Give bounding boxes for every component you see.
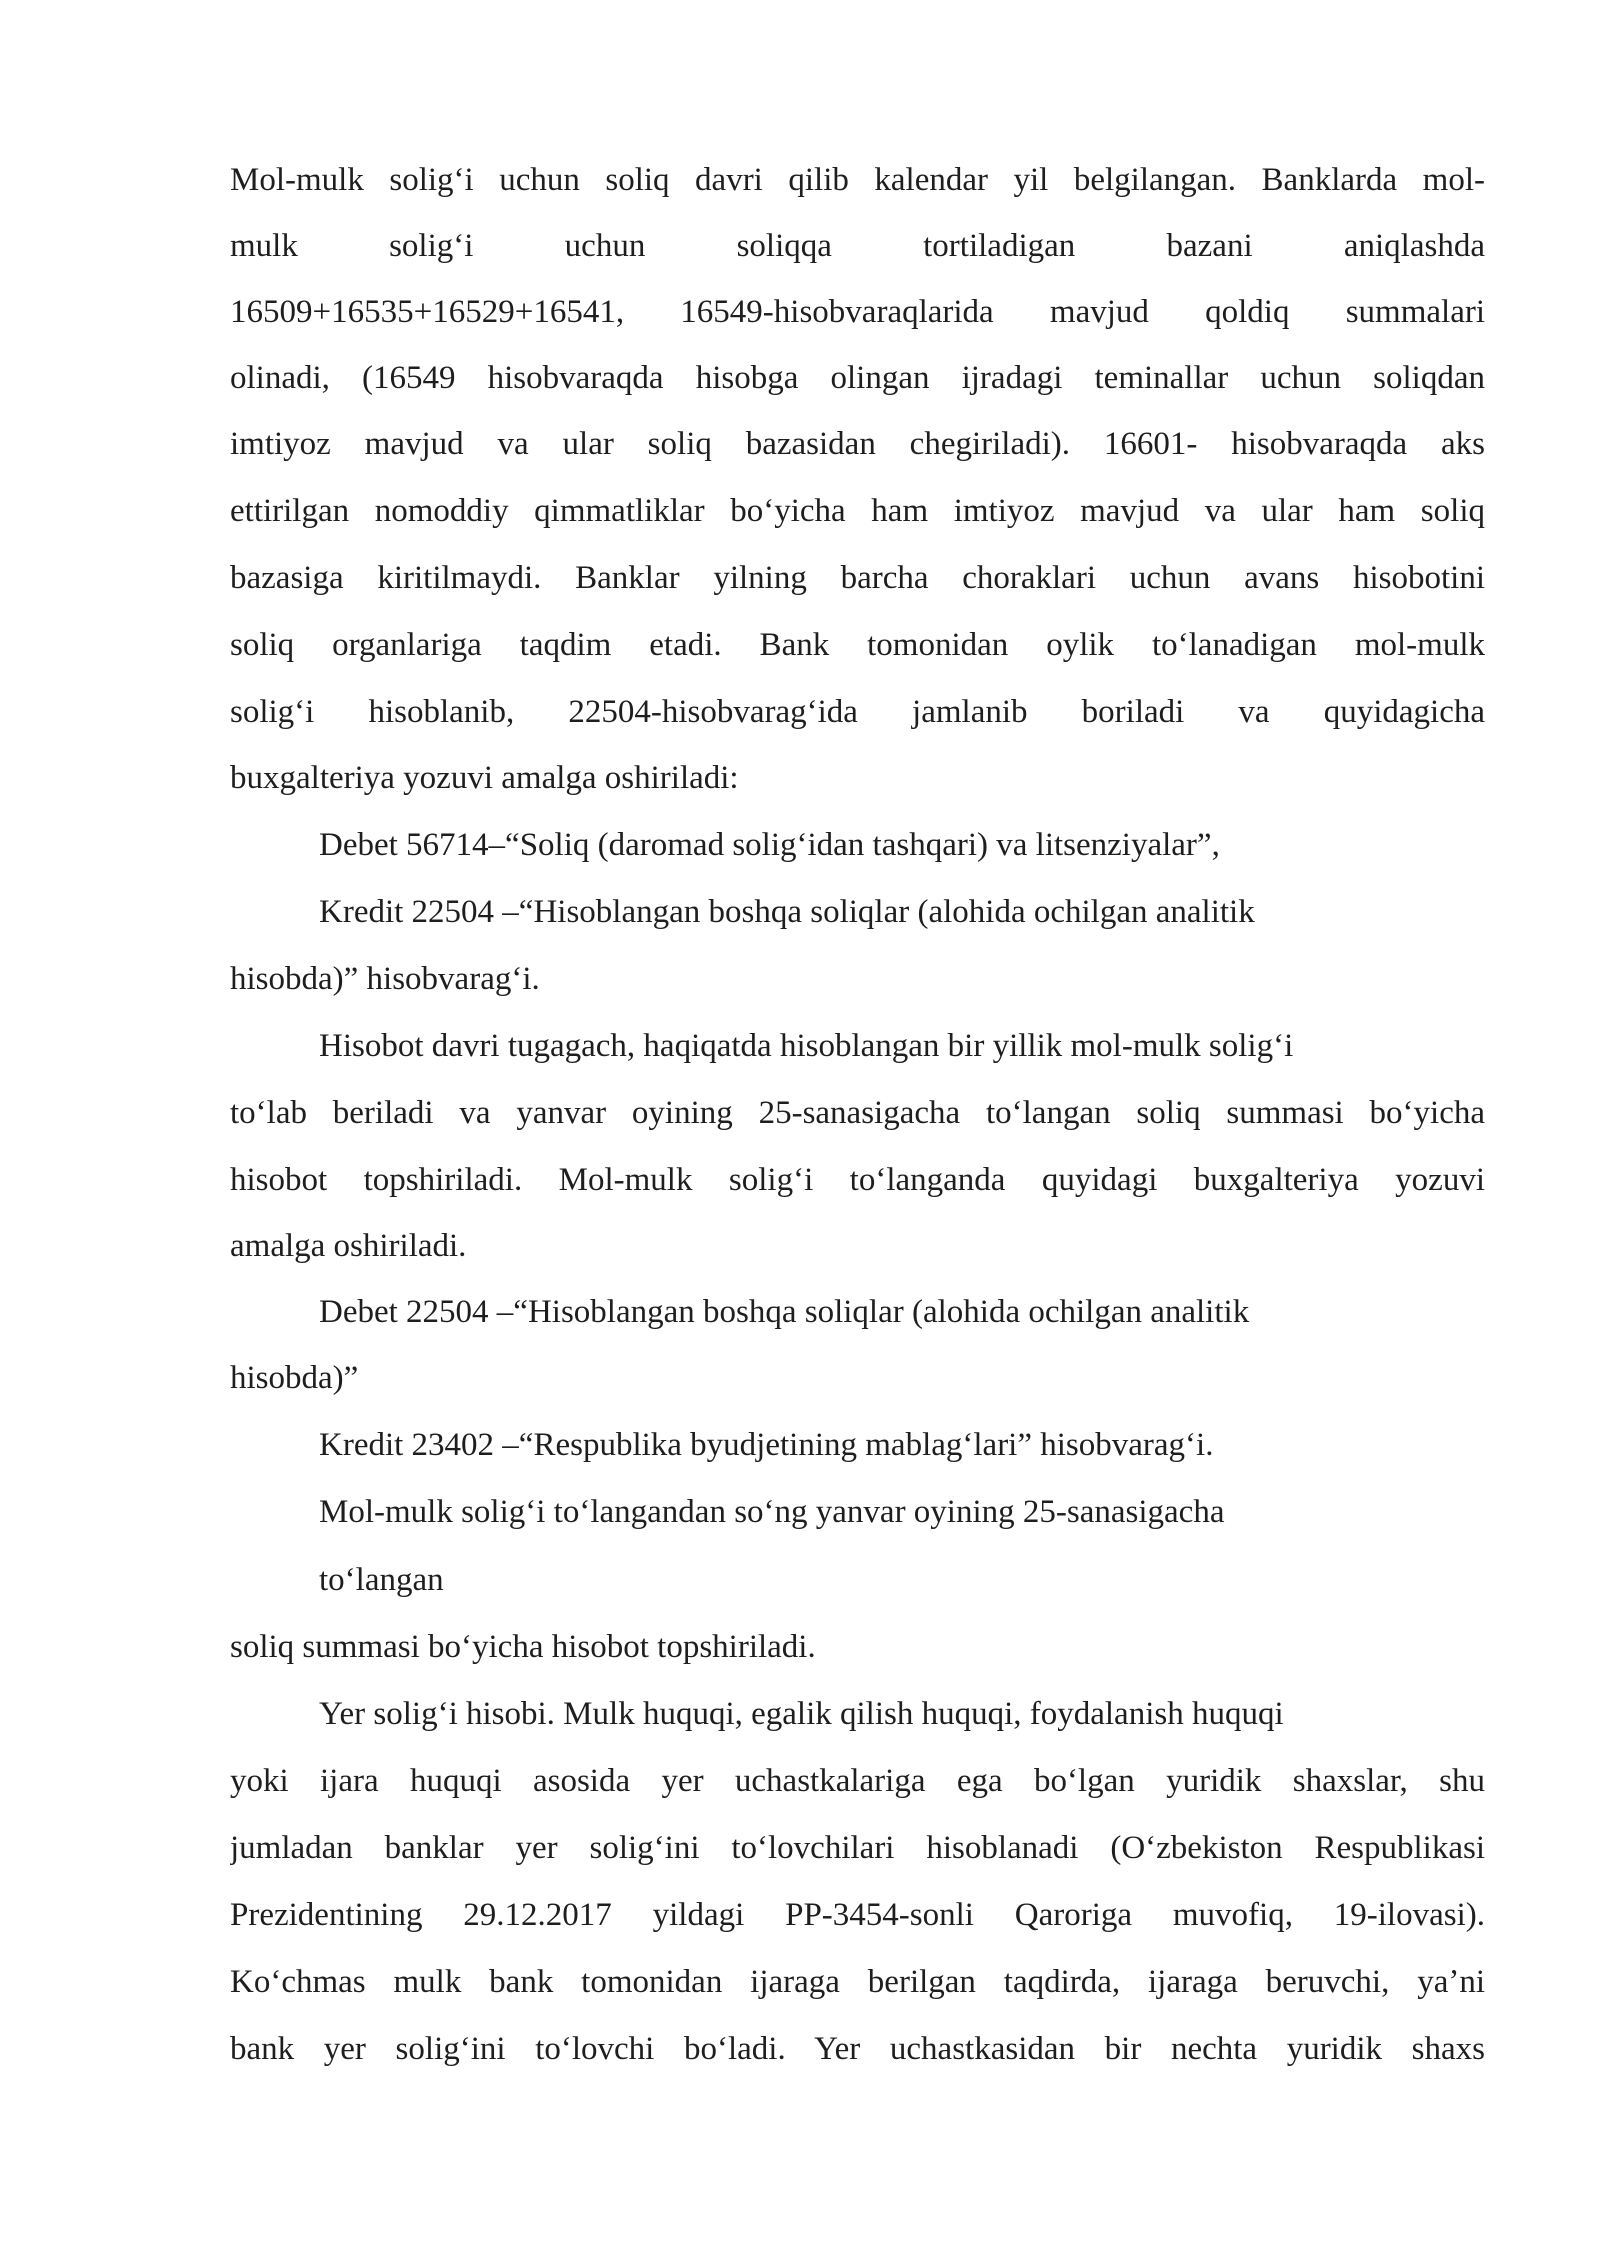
text-line: hisobot topshiriladi. Mol-mulk soligʻi toʻlanganda quyidagi buxgalteriya yozuvi [230,1162,1485,1198]
text-line: Mol-mulk soligʻi toʻlangandan soʻng yanvar oyining 25-sanasigacha [319,1494,1225,1530]
text-line: Hisobot davri tugagach, haqiqatda hisoblangan bir yillik mol-mulk soligʻi [319,1028,1294,1064]
text-line: Debet 56714–“Soliq (daromad soligʻidan tashqari) va litsenziyalar”, [319,827,1220,863]
text-line: mulk soligʻi uchun soliqqa tortiladigan bazani aniqlashda [230,228,1485,264]
text-line: hisobda)” hisobvaragʻi. [230,961,540,997]
text-line: Koʻchmas mulk bank tomonidan ijaraga berilgan taqdirda, ijaraga beruvchi, yaʼni [230,1964,1485,2000]
text-line: buxgalteriya yozuvi amalga oshiriladi: [230,760,739,796]
text-line: toʻlangan [319,1562,444,1598]
text-line: imtiyoz mavjud va ular soliq bazasidan chegiriladi). 16601- hisobvaraqda aks [230,426,1485,462]
text-line: soligʻi hisoblanib, 22504-hisobvaragʻida jamlanib boriladi va quyidagicha [230,694,1485,730]
text-line: bazasiga kiritilmaydi. Banklar yilning barcha choraklari uchun avans hisobotini [230,560,1485,596]
text-line: yoki ijara huquqi asosida yer uchastkalariga ega boʻlgan yuridik shaxslar, shu [230,1763,1485,1799]
text-line: amalga oshiriladi. [230,1228,467,1264]
text-line: Yer soligʻi hisobi. Mulk huquqi, egalik qilish huquqi, foydalanish huquqi [319,1696,1284,1732]
text-line: olinadi, (16549 hisobvaraqda hisobga olingan ijradagi teminallar uchun soliqdan [230,360,1485,396]
text-line: ettirilgan nomoddiy qimmatliklar boʻyicha ham imtiyoz mavjud va ular ham soliq [230,493,1485,529]
text-line: soliq organlariga taqdim etadi. Bank tomonidan oylik toʻlanadigan mol-mulk [230,627,1485,663]
text-line: Debet 22504 –“Hisoblangan boshqa soliqlar (alohida ochilgan analitik [319,1294,1250,1330]
text-line: Kredit 22504 –“Hisoblangan boshqa soliqlar (alohida ochilgan analitik [319,894,1255,930]
text-line: Prezidentining 29.12.2017 yildagi PP-3454-sonli Qaroriga muvofiq, 19-ilovasi). [230,1897,1485,1933]
text-line: toʻlab beriladi va yanvar oyining 25-sanasigacha toʻlangan soliq summasi boʻyicha [230,1095,1485,1131]
text-line: soliq summasi boʻyicha hisobot topshiriladi. [230,1629,816,1665]
text-line: 16509+16535+16529+16541, 16549-hisobvaraqlarida mavjud qoldiq summalari [230,294,1485,330]
text-line: jumladan banklar yer soligʻini toʻlovchilari hisoblanadi (Oʻzbekiston Respublikasi [230,1830,1485,1866]
text-line: Mol-mulk soligʻi uchun soliq davri qilib kalendar yil belgilangan. Banklarda mol- [230,162,1485,198]
text-line: hisobda)” [230,1360,359,1396]
text-line: Kredit 23402 –“Respublika byudjetining mablagʻlari” hisobvaragʻi. [319,1427,1214,1463]
text-line: bank yer soligʻini toʻlovchi boʻladi. Yer uchastkasidan bir nechta yuridik shaxs [230,2031,1485,2067]
